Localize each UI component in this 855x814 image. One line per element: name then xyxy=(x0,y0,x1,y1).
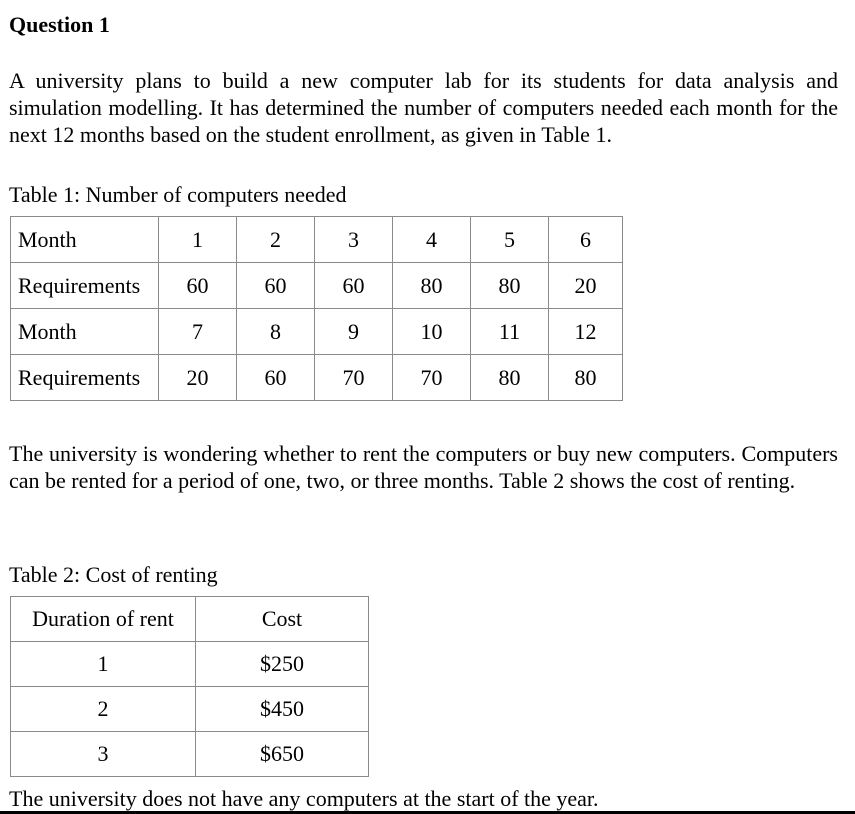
table-header-row xyxy=(11,597,369,642)
table-cell: 70 xyxy=(315,355,393,401)
table-cell: 6 xyxy=(549,217,623,263)
duration-cell: 3 xyxy=(11,732,196,777)
table-cell: 60 xyxy=(237,355,315,401)
closing-sentence: The university does not have any computers at the start of the year. xyxy=(9,786,599,811)
table-cell: 10 xyxy=(393,309,471,355)
row-label: Requirements xyxy=(11,355,159,401)
duration-cell: 2 xyxy=(11,687,196,732)
intro-paragraph: A university plans to build a new computer lab for its students for data analysis and simulation modelling. It has determined the number of computers needed each month for the next 12 months based on the student enrollment, as given in Table 1. xyxy=(9,68,838,147)
column-header-cost: Cost xyxy=(196,597,369,642)
table-row xyxy=(11,732,369,777)
cost-cell: $250 xyxy=(196,642,369,687)
table1-caption: Table 1: Number of computers needed xyxy=(9,182,347,207)
table-cell: 80 xyxy=(471,263,549,309)
row-label: Month xyxy=(11,309,159,355)
cost-cell: $650 xyxy=(196,732,369,777)
table-row xyxy=(11,217,623,263)
table-cell: 2 xyxy=(237,217,315,263)
duration-cell: 1 xyxy=(11,642,196,687)
table-cell: 4 xyxy=(393,217,471,263)
table-row xyxy=(11,309,623,355)
computers-needed-table xyxy=(10,216,623,401)
table-cell: 60 xyxy=(237,263,315,309)
row-label: Month xyxy=(11,217,159,263)
question-title: Question 1 xyxy=(9,12,110,37)
table-cell: 9 xyxy=(315,309,393,355)
table-cell: 8 xyxy=(237,309,315,355)
table-cell: 60 xyxy=(159,263,237,309)
table-cell: 70 xyxy=(393,355,471,401)
table-row xyxy=(11,263,623,309)
table-cell: 11 xyxy=(471,309,549,355)
table-row xyxy=(11,355,623,401)
table-cell: 20 xyxy=(159,355,237,401)
table-cell: 3 xyxy=(315,217,393,263)
table-cell: 80 xyxy=(549,355,623,401)
table-cell: 12 xyxy=(549,309,623,355)
table-cell: 80 xyxy=(471,355,549,401)
row-label: Requirements xyxy=(11,263,159,309)
renting-cost-table xyxy=(10,596,369,777)
table-cell: 20 xyxy=(549,263,623,309)
table-row xyxy=(11,642,369,687)
table-cell: 80 xyxy=(393,263,471,309)
table-cell: 1 xyxy=(159,217,237,263)
table-row xyxy=(11,687,369,732)
cost-cell: $450 xyxy=(196,687,369,732)
table-cell: 60 xyxy=(315,263,393,309)
table-cell: 5 xyxy=(471,217,549,263)
column-header-duration: Duration of rent xyxy=(11,597,196,642)
renting-paragraph: The university is wondering whether to rent the computers or buy new computers. Computers can be rented for a period of one, two, or three months. Table 2 shows the cost of renting. xyxy=(9,441,838,493)
table-cell: 7 xyxy=(159,309,237,355)
table2-caption: Table 2: Cost of renting xyxy=(9,562,218,587)
